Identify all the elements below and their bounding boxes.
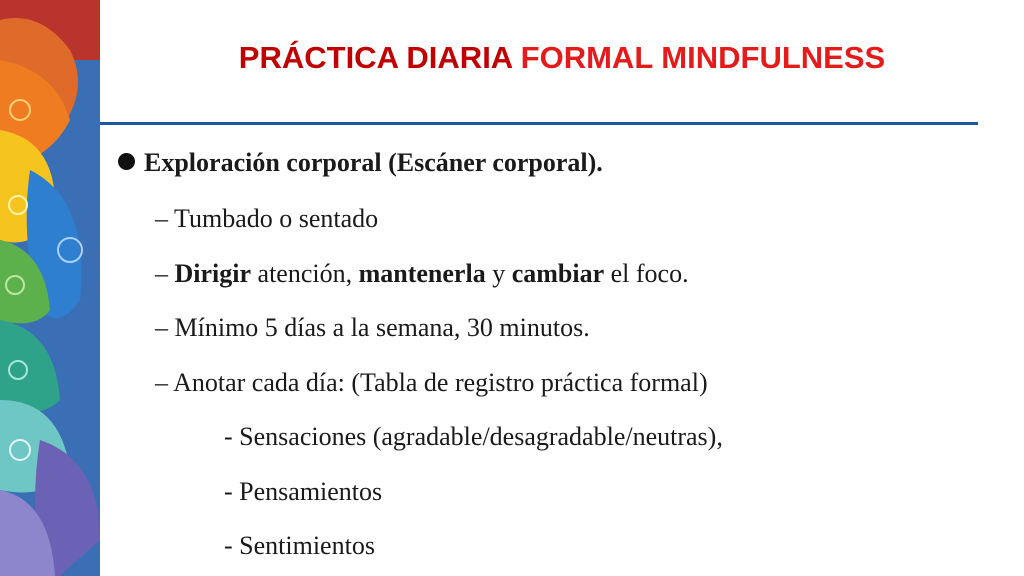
item-text: y xyxy=(485,259,512,288)
item-bold: Dirigir xyxy=(174,259,252,288)
dash: – xyxy=(155,313,175,342)
sub-item: - Sensaciones (agradable/desagradable/neutras), xyxy=(224,422,723,451)
item-text: Anotar cada día: (Tabla de registro práctica formal) xyxy=(173,368,708,397)
item-text: el foco. xyxy=(604,259,689,288)
slide-title xyxy=(100,36,1024,80)
title-part-2: FORMAL MINDFULNESS xyxy=(520,40,886,75)
item-bold: cambiar xyxy=(511,259,605,288)
list-item xyxy=(155,201,378,237)
title-part-1: PRÁCTICA DIARIA xyxy=(238,40,513,75)
mandala-decoration xyxy=(0,0,100,576)
item-text: Tumbado o sentado xyxy=(174,204,379,233)
list-item xyxy=(155,365,708,401)
dash: – xyxy=(155,259,175,288)
dash: – xyxy=(155,204,175,233)
item-bold: mantenerla xyxy=(358,259,486,288)
sub-item: - Pensamientos xyxy=(224,477,383,506)
list-item xyxy=(155,256,689,292)
bullet-dot-icon xyxy=(118,153,135,170)
list-item xyxy=(155,310,590,346)
title-divider xyxy=(100,122,978,125)
dash: – xyxy=(155,368,174,397)
item-text: Mínimo 5 días a la semana, 30 minutos. xyxy=(174,313,590,342)
bullet-main xyxy=(118,145,603,181)
item-text: atención, xyxy=(251,259,359,288)
bullet-main-text: Exploración corporal (Escáner corporal). xyxy=(144,148,603,177)
sub-item: - Sentimientos xyxy=(224,531,375,560)
